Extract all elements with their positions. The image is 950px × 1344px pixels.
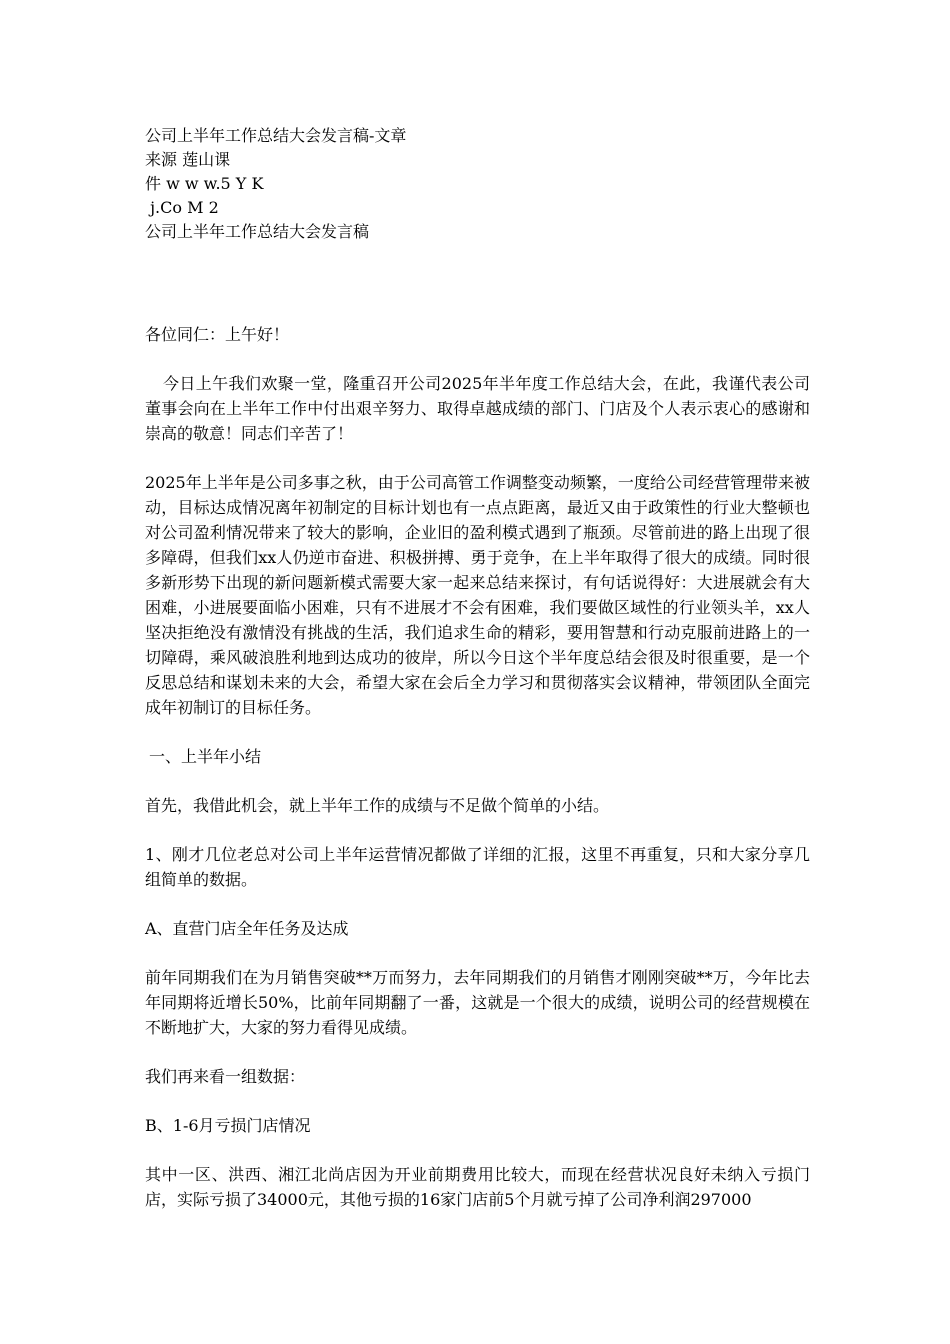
spacer bbox=[145, 446, 810, 470]
spacer bbox=[145, 1138, 810, 1162]
spacer bbox=[145, 720, 810, 744]
paragraph-overview: 2025年上半年是公司多事之秋，由于公司高管工作调整变动频繁，一度给公司经营管理带来被动，目标达成情况离年初制定的目标计划也有一点点距离，最近又由于政策性的行业大整顿也对公司盈利情况带来了较大的影响，企业旧的盈利模式遇到了瓶颈。尽管前进的路上出现了很多障碍，但我们xx人仍逆市奋进、积极拼搏、勇于竞争，在上半年取得了很大的成绩。同时很多新形势下出现的新问题新模式需要大家一起来总结来探讨，有句话说得好：大进展就会有大困难，小进展要面临小困难，只有不进展才不会有困难，我们要做区域性的行业领头羊，xx人坚决拒绝没有激情没有挑战的生活，我们追求生命的精彩，要用智慧和行动克服前进路上的一切障碍，乘风破浪胜利地到达成功的彼岸，所以今日这个半年度总结会很及时很重要，是一个反思总结和谋划未来的大会，希望大家在会后全力学习和贯彻落实会议精神，带领团队全面完成年初制订的目标任务。 bbox=[145, 473, 810, 717]
section-heading-b: B、1-6月亏损门店情况 bbox=[145, 1116, 311, 1135]
document-body bbox=[145, 124, 810, 1212]
section-heading-1: 一、上半年小结 bbox=[149, 747, 262, 766]
paragraph-data-intro: 我们再来看一组数据： bbox=[145, 1067, 306, 1086]
source-line: 来源 莲山课 bbox=[145, 150, 231, 169]
spacer bbox=[145, 244, 810, 322]
paragraph-opening: 今日上午我们欢聚一堂，隆重召开公司2025年半年度工作总结大会，在此，我谨代表公司董事会向在上半年工作中付出艰辛努力、取得卓越成绩的部门、门店及个人表示衷心的感谢和崇高的敬意！同志们辛苦了！ bbox=[145, 374, 810, 443]
section-heading-a: A、直营门店全年任务及达成 bbox=[145, 919, 349, 938]
paragraph-item-1: 1、刚才几位老总对公司上半年运营情况都做了详细的汇报，这里不再重复，只和大家分享几组简单的数据。 bbox=[145, 845, 810, 889]
spacer bbox=[145, 1089, 810, 1113]
spacer bbox=[145, 818, 810, 842]
paragraph-sales-growth: 前年同期我们在为月销售突破**万而努力，去年同期我们的月销售才刚刚突破**万，今年比去年同期将近增长50%，比前年同期翻了一番，这就是一个很大的成绩，说明公司的经营规模在不断地扩大，大家的努力看得见成绩。 bbox=[145, 968, 810, 1037]
document-title: 公司上半年工作总结大会发言稿-文章 bbox=[145, 126, 407, 145]
watermark-line-2: j.Co M 2 bbox=[145, 198, 219, 217]
paragraph-loss-stores: 其中一区、洪西、湘江北尚店因为开业前期费用比较大，而现在经营状况良好未纳入亏损门店，实际亏损了34000元，其他亏损的16家门店前5个月就亏掉了公司净利润297000 bbox=[145, 1165, 810, 1209]
spacer bbox=[145, 347, 810, 371]
paragraph-summary-intro: 首先，我借此机会，就上半年工作的成绩与不足做个简单的小结。 bbox=[145, 796, 610, 815]
greeting: 各位同仁：上午好！ bbox=[145, 325, 290, 344]
spacer bbox=[145, 769, 810, 793]
document-subtitle: 公司上半年工作总结大会发言稿 bbox=[145, 222, 370, 241]
spacer bbox=[145, 892, 810, 916]
spacer bbox=[145, 1040, 810, 1064]
watermark-line-1: 件 w w w.5 Y K bbox=[145, 174, 264, 193]
spacer bbox=[145, 941, 810, 965]
